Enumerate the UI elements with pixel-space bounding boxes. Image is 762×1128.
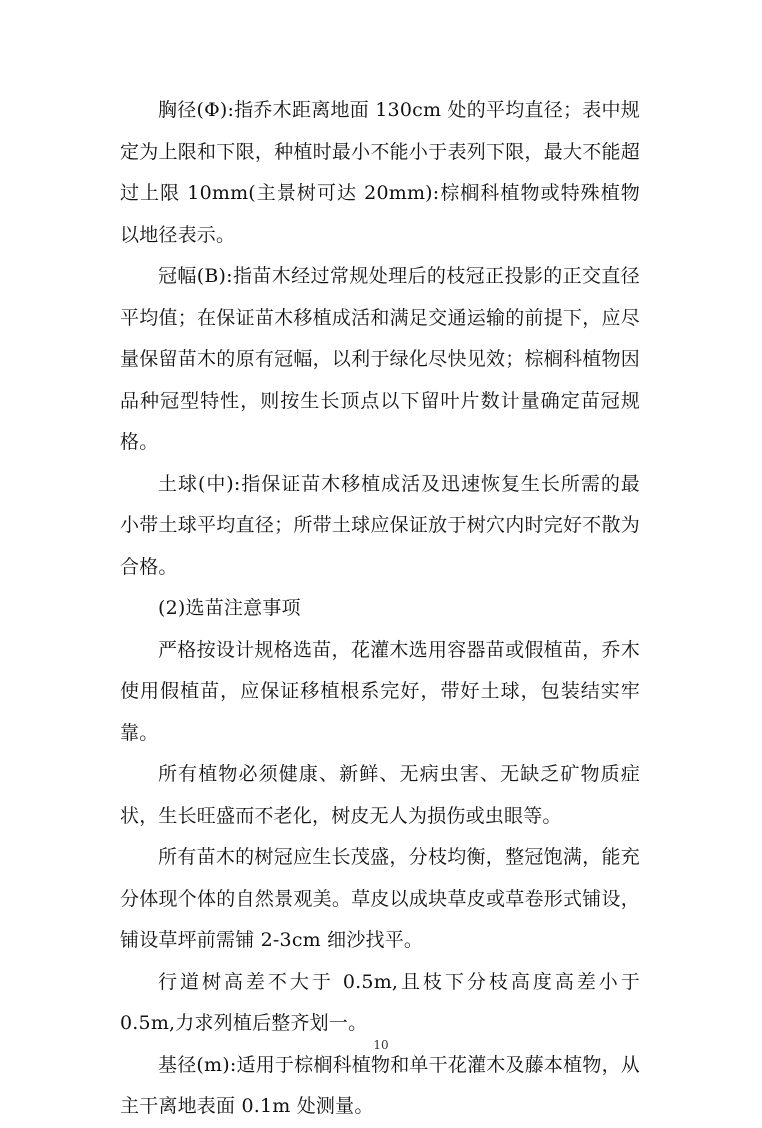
paragraph-street-trees: 行道树高差不大于 0.5m,且枝下分枝高度高差小于 0.5m,力求列植后整齐划一。 (120, 970, 640, 1034)
section-heading-seedling-selection: (2)选苗注意事项 (158, 597, 301, 619)
document-body (120, 90, 640, 1128)
paragraph-plant-health: 所有植物必须健康、新鲜、无病虫害、无缺乏矿物质症状，生长旺盛而不老化，树皮无人为损伤或虫眼等。 (120, 763, 640, 827)
paragraph-crown-width: 冠幅(B):指苗木经过常规处理后的枝冠正投影的正交直径平均值；在保证苗木移植成活和满足交通运输的前提下，应尽量保留苗木的原有冠幅，以利于绿化尽快见效；棕榈科植物因品种冠型特性，则按生长顶点以下留叶片数计量确定苗冠规格。 (120, 265, 640, 453)
paragraph-dbh: 胸径(Φ):指乔木距离地面 130cm 处的平均直径；表中规定为上限和下限，种植时最小不能小于表列下限，最大不能超过上限 10mm(主景树可达 20mm):棕榈科植物或特殊植物以地径表示。 (120, 99, 640, 246)
page-number: 10 (373, 1038, 389, 1052)
paragraph-selection-spec: 严格按设计规格选苗，花灌木选用容器苗或假植苗，乔木使用假植苗，应保证移植根系完好，带好土球，包装结实牢靠。 (120, 638, 640, 744)
paragraph-base-diameter: 基径(m):适用于棕榈科植物和单干花灌木及藤本植物，从主干离地表面 0.1m 处测量。 (120, 1053, 640, 1117)
paragraph-soil-ball: 土球(中):指保证苗木移植成活及迅速恢复生长所需的最小带土球平均直径；所带土球应保证放于树穴内时完好不散为合格。 (120, 472, 640, 578)
paragraph-crown-and-turf: 所有苗木的树冠应生长茂盛，分枝均衡，整冠饱满，能充分体现个体的自然景观美。草皮以成块草皮或草卷形式铺设，铺设草坪前需铺 2-3cm 细沙找平。 (120, 846, 640, 951)
